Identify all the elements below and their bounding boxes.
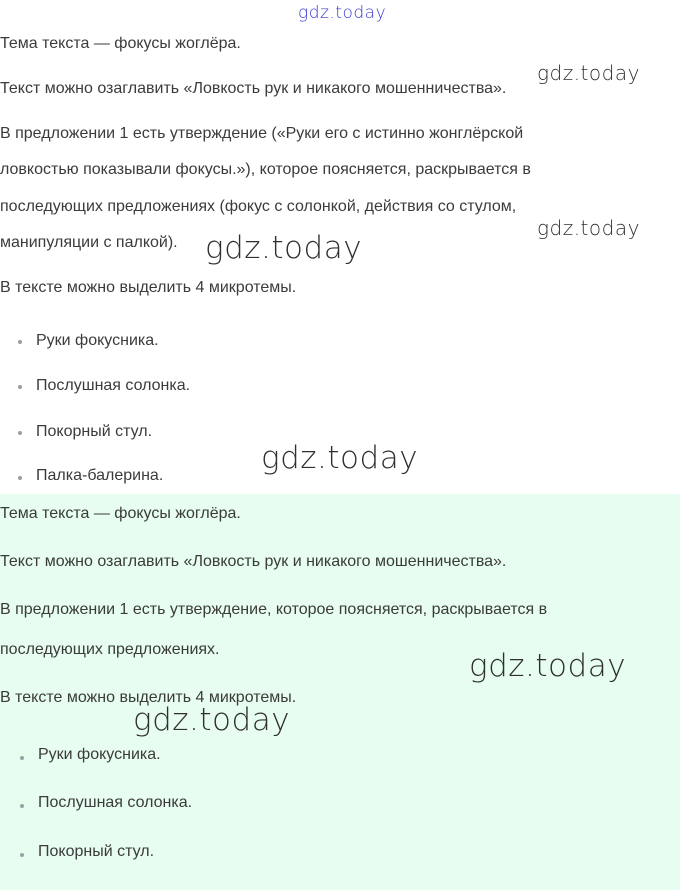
list-item: Покорный стул. bbox=[36, 423, 153, 440]
paragraph-microthemes: В тексте можно выделить 4 микротемы. bbox=[0, 279, 297, 296]
paragraph-statement-line: последующих предложениях. bbox=[0, 641, 220, 658]
paragraph-topic: Тема текста — фокусы жоглёра. bbox=[0, 35, 241, 52]
watermark: gdz.today bbox=[205, 230, 363, 266]
watermark: gdz.today bbox=[133, 702, 291, 738]
paragraph-microthemes: В тексте можно выделить 4 микротемы. bbox=[0, 689, 297, 706]
bullet-icon bbox=[18, 431, 22, 435]
list-item: Руки фокусника. bbox=[38, 746, 161, 763]
list-item: Послушная солонка. bbox=[38, 794, 193, 811]
bullet-icon bbox=[20, 804, 24, 808]
paragraph-topic: Тема текста — фокусы жоглёра. bbox=[0, 505, 241, 522]
list-item: Покорный стул. bbox=[38, 843, 155, 860]
list-item: Руки фокусника. bbox=[36, 332, 159, 349]
watermark: gdz.today bbox=[537, 61, 640, 85]
paragraph-statement-line: ловкостью показывали фокусы.»), которое поясняется, раскрывается в bbox=[0, 161, 531, 178]
watermark: gdz.today bbox=[469, 648, 627, 684]
list-item: Палка-балерина. bbox=[36, 467, 164, 484]
paragraph-statement-line: В предложении 1 есть утверждение, которое поясняется, раскрывается в bbox=[0, 601, 548, 618]
list-item: Послушная солонка. bbox=[36, 377, 191, 394]
paragraph-statement-line: манипуляции с палкой). bbox=[0, 234, 178, 251]
bullet-icon bbox=[18, 340, 22, 344]
watermark: gdz.today bbox=[537, 216, 640, 240]
bullet-icon bbox=[20, 756, 24, 760]
watermark: gdz.today bbox=[298, 3, 387, 23]
paragraph-title: Текст можно озаглавить «Ловкость рук и никакого мошенничества». bbox=[0, 80, 507, 97]
paragraph-statement-line: последующих предложениях (фокус с солонкой, действия со стулом, bbox=[0, 198, 517, 215]
watermark: gdz.today bbox=[261, 440, 419, 476]
bullet-icon bbox=[18, 476, 22, 480]
bullet-icon bbox=[20, 853, 24, 857]
paragraph-statement-line: В предложении 1 есть утверждение («Руки его с истинно жонглёрской bbox=[0, 125, 524, 142]
bullet-icon bbox=[18, 385, 22, 389]
paragraph-title: Текст можно озаглавить «Ловкость рук и никакого мошенничества». bbox=[0, 553, 507, 570]
